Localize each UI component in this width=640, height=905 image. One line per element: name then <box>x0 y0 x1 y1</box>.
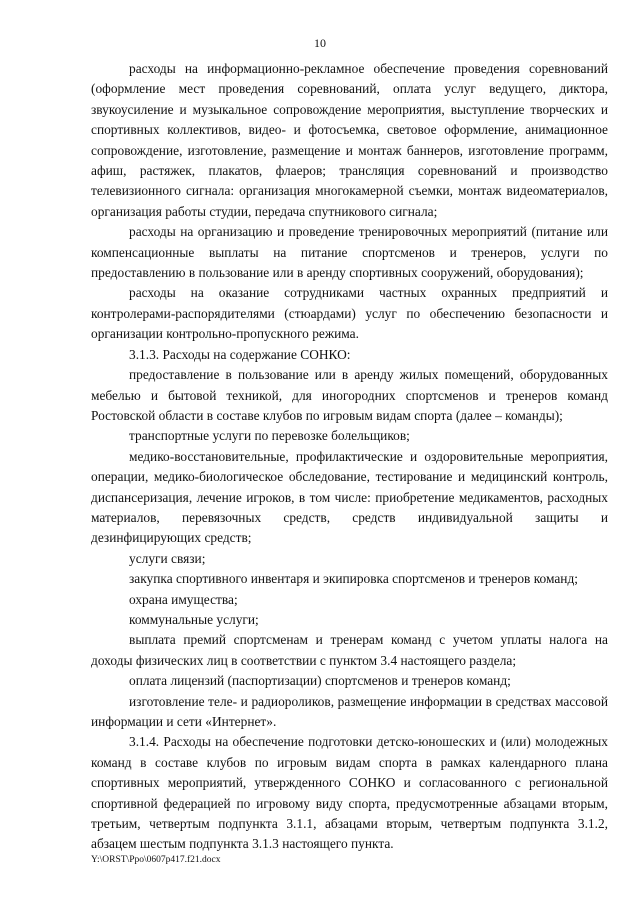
paragraph-utilities: коммунальные услуги; <box>129 611 259 627</box>
document-body <box>91 59 608 855</box>
paragraph-bonuses: выплата премий спортсменам и тренерам команд с учетом уплаты налога на доходы физических лиц в соответствии с пунктом 3.4 настоящего раздела; <box>91 632 608 668</box>
paragraph-licenses: оплата лицензий (паспортизации) спортсменов и тренеров команд; <box>129 673 511 689</box>
paragraph-communications: услуги связи; <box>129 550 206 566</box>
paragraph-media: изготовление теле- и радиороликов, размещение информации в средствах массовой информации и сети «Интернет». <box>91 693 608 729</box>
paragraph-medical: медико-восстановительные, профилактические и оздоровительные мероприятия, операции, медико-биологическое обследование, тестирование и медицинский контроль, диспансеризация, лечение игроков, в том числе: приобретение медикаментов, расходных материалов, перевязочных средств, средств индивидуальной защиты и дезинфицирующих средств; <box>91 448 608 546</box>
paragraph-section-3-1-3-heading: 3.1.3. Расходы на содержание СОНКО: <box>129 346 351 362</box>
paragraph-training-expenses: расходы на организацию и проведение тренировочных мероприятий (питание или компенсационные выплаты на питание спортсменов и тренеров, услуги по предоставлению в пользование или в аренду спортивных сооружений, оборудования); <box>91 224 608 281</box>
file-path-footer: Y:\ORST\Ppo\0607p417.f21.docx <box>91 855 221 865</box>
paragraph-section-3-1-4: 3.1.4. Расходы на обеспечение подготовки детско-юношеских и (или) молодежных команд в составе клубов по игровым видам спорта в рамках календарного плана спортивных мероприятий, утвержденного СОНКО и согласованного с региональной спортивной федерацией по игровому виду спорта, предусмотренные абзацами вторым, третьим, четвертым подпункта 3.1.1, абзацами вторым, четвертым подпункта 3.1.2, абзацем шестым подпункта 3.1.3 настоящего пункта. <box>91 734 608 852</box>
paragraph-equipment: закупка спортивного инвентаря и экипировка спортсменов и тренеров команд; <box>129 571 579 587</box>
paragraph-fan-transport: транспортные услуги по перевозке болельщиков; <box>129 428 410 444</box>
paragraph-advertising-expenses: расходы на информационно-рекламное обеспечение проведения соревнований (оформление мест проведения соревнований, оплата услуг ведущего, диктора, звукоусиление и музыкальное сопровождение мероприятия, выступление творческих и спортивных коллективов, видео- и фотосъемка, световое оформление, анимационное сопровождение, изготовление, размещение и монтаж баннеров, изготовление программ, афиш, растяжек, плакатов, флаеров; трансляция соревнований и производство телевизионного сигнала: организация многокамерной съемки, монтаж видеоматериалов, организация работы студии, передача спутникового сигнала; <box>91 61 608 219</box>
page-number: 10 <box>314 36 326 50</box>
paragraph-property-protection: охрана имущества; <box>129 591 238 607</box>
paragraph-housing: предоставление в пользование или в аренду жилых помещений, оборудованных мебелью и бытовой техникой, для иногородних спортсменов и тренеров команд Ростовской области в составе клубов по игровым видам спорта (далее – команды); <box>91 367 608 423</box>
paragraph-security-expenses: расходы на оказание сотрудниками частных охранных предприятий и контролерами-распорядителями (стюардами) услуг по обеспечению безопасности и организации контрольно-пропускного режима. <box>91 285 608 342</box>
